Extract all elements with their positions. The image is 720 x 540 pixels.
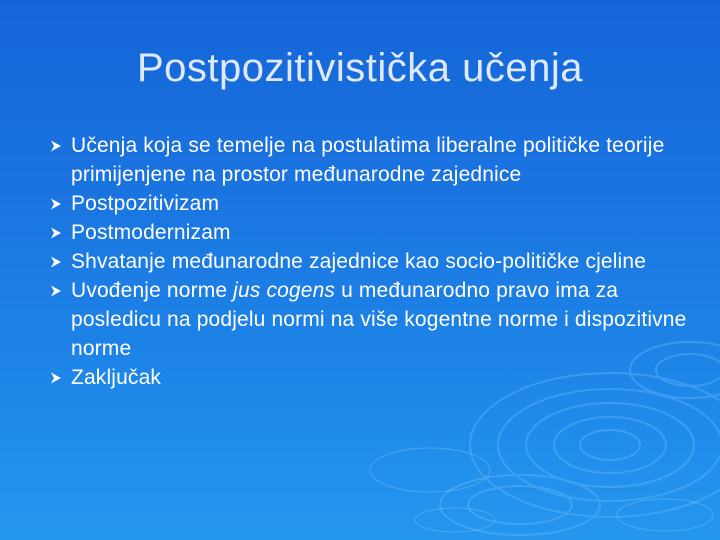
arrowhead-bullet-icon xyxy=(50,256,62,268)
bullet-item xyxy=(50,189,690,218)
bullet-text: Postmodernizam xyxy=(71,221,231,244)
arrowhead-bullet-icon xyxy=(50,140,62,152)
arrowhead-bullet-icon xyxy=(50,227,62,239)
bullet-text: Učenja koja se temelje na postulatima liberalne političke teorije primijenjene na prostor međunarodne zajednice xyxy=(71,134,665,186)
arrowhead-bullet-icon xyxy=(50,198,62,210)
bullet-item xyxy=(50,276,690,363)
arrowhead-bullet-icon xyxy=(50,372,62,384)
bullet-item xyxy=(50,363,690,392)
bullet-text-before: Uvođenje norme xyxy=(71,279,234,302)
arrowhead-bullet-icon xyxy=(50,285,62,297)
bullet-text xyxy=(71,279,686,360)
bullet-text: Shvatanje međunarodne zajednice kao socio-političke cjeline xyxy=(71,250,647,273)
bullet-list xyxy=(50,131,690,392)
bullet-text: Zaključak xyxy=(71,366,162,389)
bullet-text-italic-term: jus cogens xyxy=(233,279,336,302)
bullet-text: Postpozitivizam xyxy=(71,192,220,215)
bullet-item xyxy=(50,131,690,189)
bullet-item xyxy=(50,218,690,247)
slide-title: Postpozitivistička učenja xyxy=(136,46,584,90)
bullet-text-after: u međunarodno pravo ima za posledicu na podjelu normi na više kogentne norme i dispozitivne norme xyxy=(71,279,687,360)
bullet-item xyxy=(50,247,690,276)
